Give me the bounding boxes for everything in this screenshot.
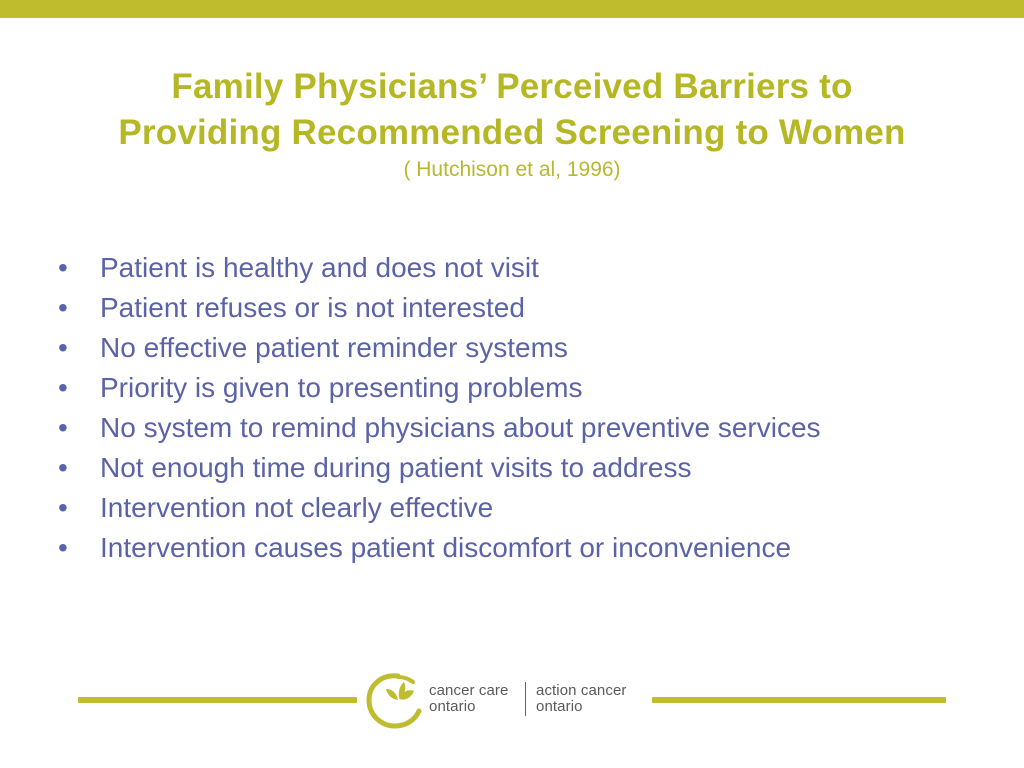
footer-accent-line-right [652,697,946,703]
bullet-item [58,333,988,363]
logo-right-line-1: action cancer [536,682,627,699]
top-accent-bar [0,0,1024,18]
bullet-text: No effective patient reminder systems [100,332,568,363]
logo-left-line-2: ontario [429,698,476,715]
bullet-item [58,533,988,563]
bullet-marker: • [58,532,68,563]
bullet-text: No system to remind physicians about preventive services [100,412,821,443]
bullet-item [58,293,988,323]
cancer-care-ontario-logo-icon [364,669,422,731]
logo-divider [525,682,526,716]
bullet-marker: • [58,332,68,363]
slide-title-block [40,64,984,184]
cancer-care-ontario-wordmark [429,683,508,715]
bullet-text: Not enough time during patient visits to address [100,452,692,483]
bullet-marker: • [58,412,68,443]
bullet-text: Patient refuses or is not interested [100,292,525,323]
barriers-bullet-list [58,253,988,573]
bullet-text: Intervention causes patient discomfort or inconvenience [100,532,792,563]
bullet-marker: • [58,292,68,323]
bullet-item [58,453,988,483]
footer-accent-line-left [78,697,357,703]
bullet-text: Priority is given to presenting problems [100,372,583,403]
logo-right-line-2: ontario [536,698,583,715]
bullet-marker: • [58,492,68,523]
footer-logo [364,666,644,736]
action-cancer-ontario-wordmark [536,683,627,715]
bullet-text: Patient is healthy and does not visit [100,252,539,283]
slide-title-line-1: Family Physicians’ Perceived Barriers to [171,67,853,106]
bullet-item [58,413,988,443]
bullet-marker: • [58,372,68,403]
bullet-item [58,373,988,403]
bullet-item [58,493,988,523]
bullet-marker: • [58,252,68,283]
logo-left-line-1: cancer care [429,682,509,699]
bullet-text: Intervention not clearly effective [100,492,494,523]
bullet-item [58,253,988,283]
slide-title-line-2: Providing Recommended Screening to Women [118,113,906,152]
slide-citation: ( Hutchison et al, 1996) [403,158,621,181]
bullet-marker: • [58,452,68,483]
